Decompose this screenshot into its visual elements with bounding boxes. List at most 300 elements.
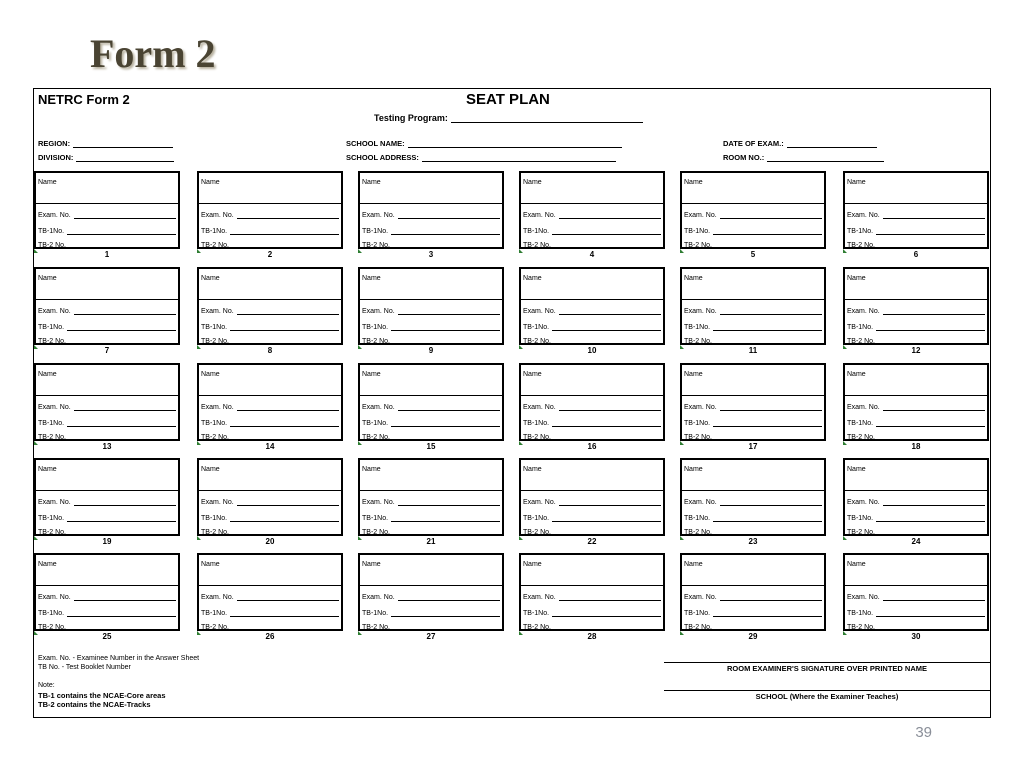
seat-exam-no-line[interactable]	[559, 211, 661, 219]
seat-exam-no-label: Exam. No.	[523, 404, 556, 411]
seat-tb1-line[interactable]	[67, 514, 176, 522]
seat-tb1-label: TB-1No.	[201, 610, 228, 617]
seat-box[interactable]	[519, 363, 665, 441]
seat-exam-no-label: Exam. No.	[523, 308, 556, 315]
seat-exam-no-label: Exam. No.	[684, 404, 717, 411]
seat-exam-no-label: Exam. No.	[38, 212, 71, 219]
seat-tb1-line[interactable]	[391, 609, 500, 617]
seat-exam-no-label: Exam. No.	[362, 499, 395, 506]
school-signature-line[interactable]	[664, 690, 990, 691]
seat-tb1-label: TB-1No.	[847, 420, 874, 427]
seat-tb1-label: TB-1No.	[362, 324, 389, 331]
seat-corner-marker	[519, 536, 523, 540]
division-line[interactable]	[76, 153, 174, 162]
room-no-field	[723, 153, 884, 162]
examiner-signature-line[interactable]	[664, 662, 990, 663]
room-no-line[interactable]	[767, 153, 884, 162]
slide-title: Form 2	[90, 31, 216, 76]
seat-corner-marker	[34, 536, 38, 540]
seat-tb1-field	[362, 227, 502, 235]
seat-tb2-label: TB-2 No.	[38, 624, 67, 631]
seat-box[interactable]	[843, 553, 989, 631]
note-tb1: TB-1 contains the NCAE-Core areas	[38, 691, 166, 700]
seat-exam-no-field	[523, 211, 663, 219]
seat-box[interactable]	[843, 171, 989, 249]
seat-tb2-label: TB-2 No.	[201, 434, 230, 441]
seat-number: 21	[426, 537, 436, 546]
seat-name-divider	[360, 490, 502, 491]
seat-corner-marker	[34, 249, 38, 253]
seat-tb2-label: TB-2 No.	[362, 529, 391, 536]
seat-name-label: Name	[201, 275, 220, 282]
seat-exam-no-line[interactable]	[74, 593, 176, 601]
seat-exam-no-field	[684, 403, 824, 411]
seat-tb1-label: TB-1No.	[362, 610, 389, 617]
legend-exam-no: Exam. No. - Examinee Number in the Answer Sheet	[38, 655, 200, 662]
seat-tb1-field	[684, 323, 824, 331]
examiner-signature-label: ROOM EXAMINER'S SIGNATURE OVER PRINTED NAME	[727, 664, 927, 673]
seat-exam-no-field	[523, 307, 663, 315]
seat-tb1-line[interactable]	[876, 227, 985, 235]
seat-name-divider	[845, 299, 987, 300]
seat-tb1-line[interactable]	[67, 609, 176, 617]
seat-tb2-label: TB-2 No.	[362, 242, 391, 249]
seat-tb2-label: TB-2 No.	[362, 338, 391, 345]
seat-exam-no-line[interactable]	[559, 307, 661, 315]
note-tb2: TB-2 contains the NCAE-Tracks	[38, 700, 151, 709]
seat-exam-no-label: Exam. No.	[362, 212, 395, 219]
seat-exam-no-field	[38, 593, 178, 601]
seat-exam-no-line[interactable]	[398, 307, 500, 315]
seat-number: 23	[748, 537, 758, 546]
seat-tb1-line[interactable]	[391, 514, 500, 522]
date-of-exam-field	[723, 139, 877, 148]
seat-name-divider	[199, 585, 341, 586]
seat-exam-no-field	[847, 211, 987, 219]
seat-exam-no-line[interactable]	[883, 307, 985, 315]
seat-tb1-line[interactable]	[876, 323, 985, 331]
seat-tb1-label: TB-1No.	[38, 324, 65, 331]
seat-tb2-label: TB-2 No.	[38, 338, 67, 345]
seat-tb2-label: TB-2 No.	[684, 624, 713, 631]
seat-number: 12	[911, 346, 921, 355]
seat-tb1-line[interactable]	[713, 609, 822, 617]
seat-name-divider	[682, 585, 824, 586]
seat-tb2-label: TB-2 No.	[523, 242, 552, 249]
seat-exam-no-label: Exam. No.	[201, 308, 234, 315]
seat-number: 25	[102, 632, 112, 641]
seat-tb1-line[interactable]	[391, 323, 500, 331]
seat-name-divider	[36, 490, 178, 491]
seat-tb1-field	[201, 227, 341, 235]
testing-program-line[interactable]	[451, 114, 643, 123]
seat-box[interactable]	[519, 171, 665, 249]
seat-number: 17	[748, 442, 758, 451]
seat-exam-no-line[interactable]	[720, 498, 822, 506]
division-field	[38, 153, 174, 162]
seat-tb1-label: TB-1No.	[38, 610, 65, 617]
seat-box[interactable]	[358, 458, 504, 536]
seat-tb1-label: TB-1No.	[38, 420, 65, 427]
seat-exam-no-line[interactable]	[74, 403, 176, 411]
seat-exam-no-line[interactable]	[74, 498, 176, 506]
seat-number: 8	[267, 346, 273, 355]
seat-exam-no-field	[523, 593, 663, 601]
seat-name-label: Name	[523, 466, 542, 473]
seat-corner-marker	[197, 249, 201, 253]
seat-tb2-label: TB-2 No.	[684, 338, 713, 345]
seat-corner-marker	[358, 249, 362, 253]
seat-tb1-line[interactable]	[876, 514, 985, 522]
seat-number: 24	[911, 537, 921, 546]
seat-exam-no-line[interactable]	[559, 593, 661, 601]
seat-corner-marker	[680, 249, 684, 253]
seat-number: 4	[589, 250, 595, 259]
seat-tb1-label: TB-1No.	[38, 228, 65, 235]
seat-box[interactable]	[34, 553, 180, 631]
seat-box[interactable]	[197, 171, 343, 249]
seat-exam-no-line[interactable]	[720, 593, 822, 601]
seat-tb1-line[interactable]	[552, 227, 661, 235]
region-field	[38, 139, 173, 148]
seat-name-label: Name	[362, 179, 381, 186]
seat-box[interactable]	[358, 267, 504, 345]
seat-box[interactable]	[843, 363, 989, 441]
testing-program-field	[374, 113, 643, 123]
seat-corner-marker	[680, 345, 684, 349]
school-address-field	[346, 153, 616, 162]
seat-box[interactable]	[358, 363, 504, 441]
seat-tb1-line[interactable]	[67, 419, 176, 427]
seat-corner-marker	[197, 441, 201, 445]
seat-tb1-field	[523, 609, 663, 617]
seat-tb2-label: TB-2 No.	[847, 624, 876, 631]
seat-number: 27	[426, 632, 436, 641]
seat-exam-no-label: Exam. No.	[684, 308, 717, 315]
seat-exam-no-line[interactable]	[559, 498, 661, 506]
seat-exam-no-line[interactable]	[398, 593, 500, 601]
seat-exam-no-label: Exam. No.	[201, 594, 234, 601]
seat-tb1-field	[523, 227, 663, 235]
seat-box[interactable]	[34, 267, 180, 345]
seat-tb1-label: TB-1No.	[847, 610, 874, 617]
seat-exam-no-label: Exam. No.	[523, 212, 556, 219]
seat-exam-no-line[interactable]	[237, 403, 339, 411]
seat-exam-no-field	[684, 593, 824, 601]
seat-name-label: Name	[523, 561, 542, 568]
seat-name-label: Name	[684, 179, 703, 186]
seat-name-label: Name	[38, 371, 57, 378]
seat-exam-no-field	[362, 498, 502, 506]
seat-name-divider	[845, 395, 987, 396]
seat-exam-no-field	[847, 307, 987, 315]
seat-tb1-label: TB-1No.	[684, 228, 711, 235]
seat-exam-no-field	[362, 403, 502, 411]
seat-corner-marker	[843, 249, 847, 253]
seat-exam-no-line[interactable]	[883, 403, 985, 411]
seat-exam-no-field	[201, 593, 341, 601]
seat-box[interactable]	[519, 553, 665, 631]
seat-corner-marker	[519, 441, 523, 445]
seat-tb1-field	[684, 419, 824, 427]
seat-tb2-label: TB-2 No.	[523, 434, 552, 441]
seat-tb1-field	[847, 227, 987, 235]
seat-name-divider	[521, 395, 663, 396]
seat-number: 5	[750, 250, 756, 259]
seat-exam-no-field	[684, 307, 824, 315]
seat-box[interactable]	[680, 458, 826, 536]
seat-name-divider	[521, 585, 663, 586]
seat-plan-form	[33, 88, 991, 718]
seat-corner-marker	[680, 441, 684, 445]
seat-corner-marker	[519, 631, 523, 635]
seat-corner-marker	[843, 441, 847, 445]
seat-tb1-field	[362, 609, 502, 617]
seat-name-label: Name	[362, 466, 381, 473]
seat-tb2-label: TB-2 No.	[523, 529, 552, 536]
testing-program-label: Testing Program:	[374, 113, 448, 123]
seat-tb1-field	[847, 419, 987, 427]
seat-corner-marker	[843, 631, 847, 635]
seat-exam-no-line[interactable]	[237, 593, 339, 601]
seat-number: 19	[102, 537, 112, 546]
seat-exam-no-line[interactable]	[883, 498, 985, 506]
seat-corner-marker	[197, 536, 201, 540]
seat-box[interactable]	[197, 553, 343, 631]
seat-exam-no-line[interactable]	[74, 211, 176, 219]
seat-box[interactable]	[843, 267, 989, 345]
seat-exam-no-line[interactable]	[720, 403, 822, 411]
room-no-label: ROOM NO.:	[723, 153, 765, 162]
seat-box[interactable]	[197, 267, 343, 345]
seat-tb1-label: TB-1No.	[847, 228, 874, 235]
seat-tb2-label: TB-2 No.	[847, 338, 876, 345]
seat-exam-no-label: Exam. No.	[362, 308, 395, 315]
seat-exam-no-field	[847, 403, 987, 411]
seat-exam-no-label: Exam. No.	[847, 404, 880, 411]
seat-tb1-field	[38, 419, 178, 427]
seat-name-label: Name	[362, 561, 381, 568]
seat-exam-no-label: Exam. No.	[847, 212, 880, 219]
seat-number: 30	[911, 632, 921, 641]
seat-box[interactable]	[34, 458, 180, 536]
seat-tb2-label: TB-2 No.	[847, 529, 876, 536]
seat-number: 15	[426, 442, 436, 451]
seat-name-label: Name	[684, 371, 703, 378]
seat-number: 1	[104, 250, 110, 259]
seat-name-label: Name	[684, 275, 703, 282]
seat-name-divider	[199, 490, 341, 491]
seat-exam-no-field	[201, 211, 341, 219]
seat-box[interactable]	[34, 363, 180, 441]
seat-box[interactable]	[519, 267, 665, 345]
seat-tb1-field	[684, 514, 824, 522]
school-address-label: SCHOOL ADDRESS:	[346, 153, 419, 162]
seat-box[interactable]	[680, 171, 826, 249]
seat-exam-no-label: Exam. No.	[847, 308, 880, 315]
seat-tb1-label: TB-1No.	[201, 228, 228, 235]
seat-corner-marker	[843, 536, 847, 540]
seat-name-divider	[682, 490, 824, 491]
seat-tb2-label: TB-2 No.	[523, 624, 552, 631]
seat-number: 7	[104, 346, 110, 355]
seat-box[interactable]	[358, 553, 504, 631]
seat-tb1-line[interactable]	[230, 323, 339, 331]
seat-tb1-line[interactable]	[713, 514, 822, 522]
seat-corner-marker	[519, 249, 523, 253]
seat-number: 28	[587, 632, 597, 641]
seat-exam-no-field	[38, 211, 178, 219]
seat-tb1-line[interactable]	[391, 227, 500, 235]
seat-exam-no-line[interactable]	[237, 498, 339, 506]
seat-tb1-line[interactable]	[713, 323, 822, 331]
seat-name-divider	[36, 299, 178, 300]
seat-tb1-line[interactable]	[230, 419, 339, 427]
seat-tb1-label: TB-1No.	[362, 228, 389, 235]
seat-exam-no-field	[523, 498, 663, 506]
seat-name-divider	[845, 490, 987, 491]
seat-box[interactable]	[197, 363, 343, 441]
seat-name-label: Name	[201, 466, 220, 473]
seat-tb2-label: TB-2 No.	[38, 242, 67, 249]
seat-tb2-label: TB-2 No.	[684, 434, 713, 441]
seat-name-label: Name	[847, 275, 866, 282]
seat-exam-no-field	[684, 498, 824, 506]
seat-number: 9	[428, 346, 434, 355]
seat-exam-no-label: Exam. No.	[201, 212, 234, 219]
seat-corner-marker	[34, 345, 38, 349]
seat-exam-no-line[interactable]	[398, 498, 500, 506]
seat-tb1-line[interactable]	[876, 419, 985, 427]
seat-exam-no-line[interactable]	[74, 307, 176, 315]
seat-exam-no-line[interactable]	[237, 211, 339, 219]
region-line[interactable]	[73, 139, 173, 148]
seat-tb1-line[interactable]	[552, 323, 661, 331]
seat-name-divider	[682, 395, 824, 396]
seat-exam-no-line[interactable]	[720, 307, 822, 315]
seat-number: 26	[265, 632, 275, 641]
seat-tb1-line[interactable]	[230, 227, 339, 235]
seat-tb2-label: TB-2 No.	[38, 434, 67, 441]
seat-box[interactable]	[358, 171, 504, 249]
seat-name-divider	[521, 490, 663, 491]
seat-tb1-field	[847, 323, 987, 331]
seat-tb1-line[interactable]	[552, 419, 661, 427]
seat-exam-no-label: Exam. No.	[201, 404, 234, 411]
seat-tb1-line[interactable]	[230, 609, 339, 617]
seat-tb1-field	[362, 419, 502, 427]
seat-tb2-label: TB-2 No.	[201, 624, 230, 631]
seat-tb1-line[interactable]	[67, 323, 176, 331]
seat-exam-no-line[interactable]	[883, 593, 985, 601]
seat-box[interactable]	[519, 458, 665, 536]
seat-tb1-line[interactable]	[876, 609, 985, 617]
seat-tb2-label: TB-2 No.	[201, 242, 230, 249]
seat-corner-marker	[358, 441, 362, 445]
school-name-line[interactable]	[408, 139, 622, 148]
seat-tb1-label: TB-1No.	[847, 515, 874, 522]
seat-tb2-label: TB-2 No.	[38, 529, 67, 536]
seat-exam-no-line[interactable]	[398, 403, 500, 411]
seat-corner-marker	[197, 345, 201, 349]
seat-tb1-line[interactable]	[713, 227, 822, 235]
seat-name-divider	[682, 203, 824, 204]
seat-tb1-line[interactable]	[230, 514, 339, 522]
seat-box[interactable]	[680, 553, 826, 631]
seat-exam-no-label: Exam. No.	[362, 404, 395, 411]
seat-name-divider	[199, 395, 341, 396]
seat-corner-marker	[358, 345, 362, 349]
seat-exam-no-line[interactable]	[559, 403, 661, 411]
division-label: DIVISION:	[38, 153, 74, 162]
seat-exam-no-label: Exam. No.	[38, 404, 71, 411]
seat-tb1-field	[38, 323, 178, 331]
seat-name-label: Name	[201, 561, 220, 568]
seat-name-label: Name	[38, 561, 57, 568]
seat-tb1-field	[684, 227, 824, 235]
seat-box[interactable]	[680, 363, 826, 441]
seat-number: 22	[587, 537, 597, 546]
seat-tb1-line[interactable]	[713, 419, 822, 427]
seat-tb1-field	[362, 514, 502, 522]
seat-tb1-label: TB-1No.	[201, 324, 228, 331]
seat-box[interactable]	[34, 171, 180, 249]
seat-tb1-label: TB-1No.	[684, 324, 711, 331]
seat-tb1-line[interactable]	[552, 609, 661, 617]
seat-number: 14	[265, 442, 275, 451]
seat-name-label: Name	[38, 275, 57, 282]
page-number: 39	[915, 724, 932, 741]
seat-tb2-label: TB-2 No.	[847, 242, 876, 249]
seat-number: 29	[748, 632, 758, 641]
seat-name-label: Name	[201, 179, 220, 186]
seat-tb1-line[interactable]	[391, 419, 500, 427]
seat-exam-no-line[interactable]	[237, 307, 339, 315]
date-of-exam-label: DATE OF EXAM.:	[723, 139, 784, 148]
seat-box[interactable]	[680, 267, 826, 345]
seat-tb1-line[interactable]	[552, 514, 661, 522]
school-name-field	[346, 139, 622, 148]
seat-name-label: Name	[684, 466, 703, 473]
seat-tb1-field	[523, 323, 663, 331]
seat-exam-no-line[interactable]	[398, 211, 500, 219]
seat-tb1-line[interactable]	[67, 227, 176, 235]
date-of-exam-line[interactable]	[787, 139, 877, 148]
seat-box[interactable]	[843, 458, 989, 536]
seat-number: 18	[911, 442, 921, 451]
seat-name-divider	[36, 585, 178, 586]
seat-name-divider	[360, 585, 502, 586]
seat-exam-no-label: Exam. No.	[523, 594, 556, 601]
seat-name-label: Name	[201, 371, 220, 378]
form-title: SEAT PLAN	[466, 91, 550, 108]
seat-name-label: Name	[362, 371, 381, 378]
seat-number: 6	[913, 250, 919, 259]
seat-name-divider	[521, 203, 663, 204]
seat-exam-no-label: Exam. No.	[38, 499, 71, 506]
form-code: NETRC Form 2	[38, 92, 130, 107]
seat-exam-no-line[interactable]	[720, 211, 822, 219]
seat-exam-no-field	[847, 498, 987, 506]
school-address-line[interactable]	[422, 153, 616, 162]
seat-exam-no-label: Exam. No.	[38, 594, 71, 601]
seat-exam-no-line[interactable]	[883, 211, 985, 219]
seat-box[interactable]	[197, 458, 343, 536]
seat-exam-no-label: Exam. No.	[38, 308, 71, 315]
seat-tb1-field	[201, 609, 341, 617]
seat-tb1-label: TB-1No.	[523, 610, 550, 617]
seat-exam-no-label: Exam. No.	[362, 594, 395, 601]
